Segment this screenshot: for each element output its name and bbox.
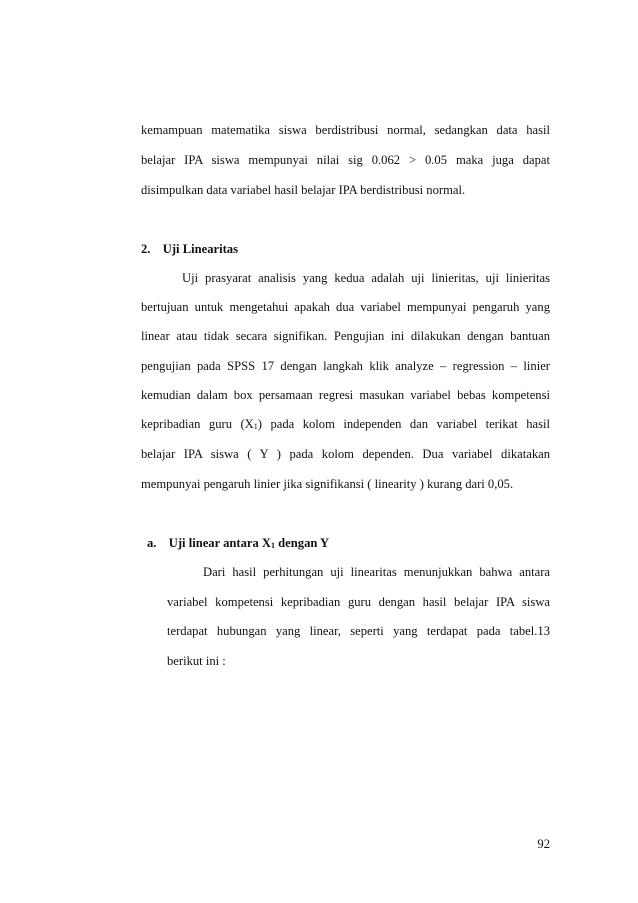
subsection-a-title-after: dengan Y xyxy=(275,536,330,550)
page-number: 92 xyxy=(537,837,550,851)
section2-line-5: kemudian dalam box persamaan regresi masukan variabel bebas kompetensi xyxy=(141,388,550,402)
subsection-a-line-4: berikut ini : xyxy=(167,654,226,668)
subsection-a-heading xyxy=(147,535,329,554)
subsection-a-line-3: terdapat hubungan yang linear, seperti yang terdapat pada tabel.13 xyxy=(167,624,550,638)
subsection-a-title-before: Uji linear antara X xyxy=(168,536,272,550)
paragraph1-line-3: disimpulkan data variabel hasil belajar IPA berdistribusi normal. xyxy=(141,183,466,197)
section2-heading xyxy=(141,241,238,257)
section2-line-7: belajar IPA siswa ( Y ) pada kolom dependen. Dua variabel dikatakan xyxy=(141,447,550,461)
section2-line-1: Uji prasyarat analisis yang kedua adalah uji linieritas, uji linieritas xyxy=(182,271,550,285)
subsection-a-line-1: Dari hasil perhitungan uji linearitas menunjukkan bahwa antara xyxy=(203,565,550,579)
section2-line-3: linear atau tidak secara signifikan. Pengujian ini dilakukan dengan bantuan xyxy=(141,329,550,343)
section2-number: 2. xyxy=(141,242,151,256)
subsection-a-title-subscript: 1 xyxy=(271,541,276,550)
subsection-a-line-2: variabel kompetensi kepribadian guru dengan hasil belajar IPA siswa xyxy=(167,595,550,609)
section2-line-6-before: kepribadian guru (X xyxy=(141,417,254,431)
subsection-a-label: a. xyxy=(147,536,157,550)
paragraph1-line-2: belajar IPA siswa mempunyai nilai sig 0.062 > 0.05 maka juga dapat xyxy=(141,153,550,167)
x1-subscript: 1 xyxy=(253,422,258,431)
paragraph1-line-1: kemampuan matematika siswa berdistribusi normal, sedangkan data hasil xyxy=(141,123,550,137)
section2-title: Uji Linearitas xyxy=(162,242,238,256)
section2-line-8: mempunyai pengaruh linier jika signifikansi ( linearity ) kurang dari 0,05. xyxy=(141,477,514,491)
section2-line-6-after: ) pada kolom independen dan variabel terikat hasil xyxy=(257,417,550,431)
section2-line-6 xyxy=(141,416,550,435)
section2-line-4: pengujian pada SPSS 17 dengan langkah klik analyze – regression – linier xyxy=(141,359,550,373)
section2-line-2: bertujuan untuk mengetahui apakah dua variabel mempunyai pengaruh yang xyxy=(141,300,550,314)
